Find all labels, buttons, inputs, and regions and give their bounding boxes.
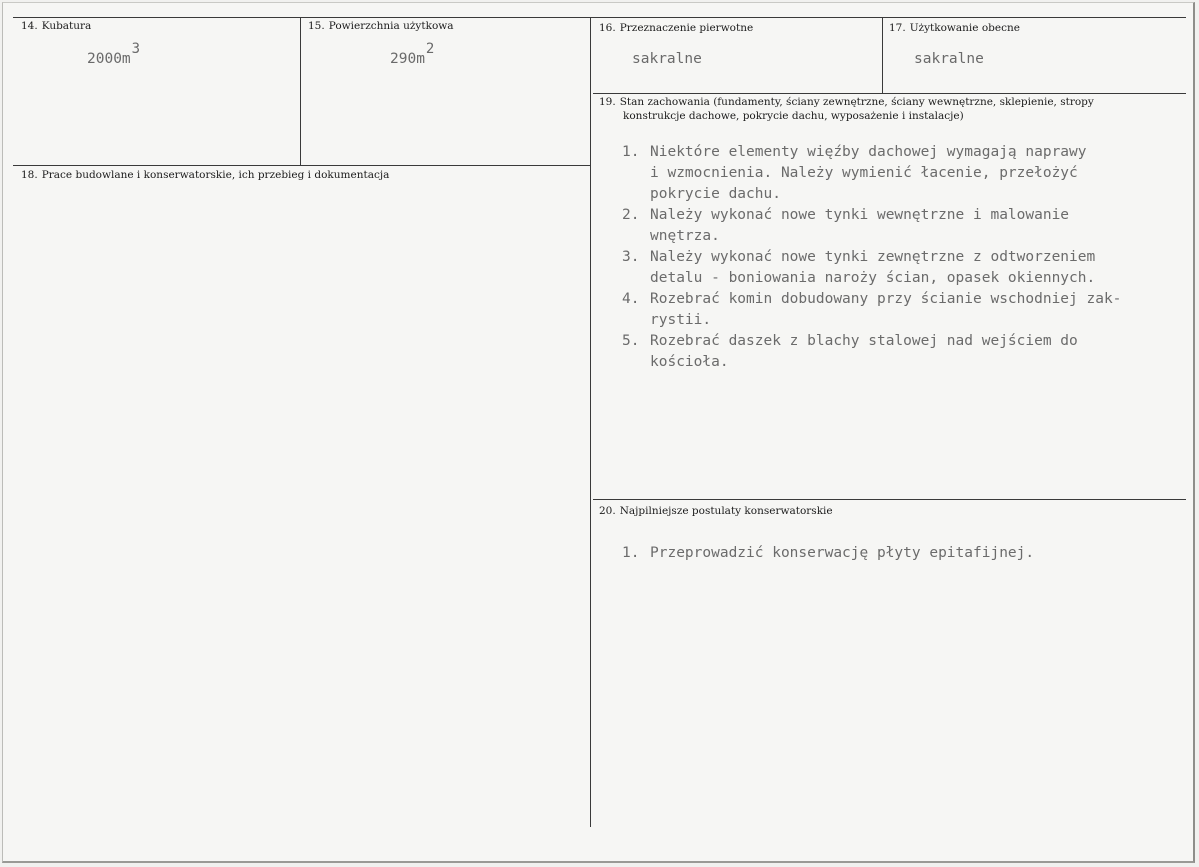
list-item-text: wnętrza.: [650, 228, 720, 244]
list-item-text: Należy wykonać nowe tynki wewnętrzne i malowanie: [650, 207, 1070, 223]
rule-16-17-bottom: [593, 93, 1186, 94]
field-20-label: 20. Najpilniejsze postulaty konserwatorskie: [599, 505, 833, 517]
list-item-number: [622, 310, 650, 331]
field-14-label: 14. Kubatura: [21, 20, 92, 32]
list-item: [622, 289, 1121, 310]
field-19-label: 19. Stan zachowania (fundamenty, ściany zewnętrzne, ściany wewnętrzne, sklepienie, stropy: [599, 96, 1094, 108]
list-item: [622, 184, 1121, 205]
list-item: [622, 310, 1121, 331]
list-item: [622, 163, 1121, 184]
field-14-superscript: 3: [131, 41, 141, 57]
list-item-text: Rozebrać daszek z blachy stalowej nad wejściem do: [650, 333, 1078, 349]
list-item: [622, 142, 1121, 163]
list-item: [622, 205, 1121, 226]
field-15-value: 290m2: [390, 41, 435, 67]
list-item-text: i wzmocnienia. Należy wymienić łacenie, przełożyć: [650, 165, 1078, 181]
list-item: [622, 331, 1121, 352]
field-15-label: 15. Powierzchnia użytkowa: [308, 20, 454, 32]
list-item-number: 1.: [622, 545, 640, 561]
list-item-number: [622, 184, 650, 205]
field-15-superscript: 2: [425, 41, 435, 57]
list-item: [622, 543, 1034, 564]
divider-14-15: [300, 17, 301, 165]
list-item-text: Niektóre elementy więźby dachowej wymagają naprawy: [650, 144, 1087, 160]
field-17-label: 17. Użytkowanie obecne: [889, 22, 1020, 34]
top-rule: [13, 17, 1186, 18]
field-19-label-cont: konstrukcje dachowe, pokrycie dachu, wyposażenie i instalacje): [623, 110, 964, 122]
list-item-text: detalu - boniowania naroży ścian, opasek okiennych.: [650, 270, 1096, 286]
list-item-text: Rozebrać komin dobudowany przy ścianie wschodniej zak-: [650, 291, 1122, 307]
rule-20-top: [593, 499, 1186, 500]
list-item-number: [622, 226, 650, 247]
list-item: [622, 268, 1121, 289]
list-item-number: 5.: [622, 333, 640, 349]
list-item-text: pokrycie dachu.: [650, 186, 781, 202]
list-item-number: 3.: [622, 249, 640, 265]
field-16-label: 16. Przeznaczenie pierwotne: [599, 22, 754, 34]
list-item-text: Należy wykonać nowe tynki zewnętrzne z odtworzeniem: [650, 249, 1096, 265]
field-18-label: 18. Prace budowlane i konserwatorskie, ich przebieg i dokumentacja: [21, 169, 390, 181]
divider-16-17: [882, 17, 883, 93]
field-20-list: [622, 543, 1034, 564]
main-divider: [590, 17, 591, 827]
list-item-number: [622, 163, 650, 184]
list-item-number: 4.: [622, 291, 640, 307]
record-card: [2, 2, 1195, 863]
list-item-number: 2.: [622, 207, 640, 223]
list-item: [622, 226, 1121, 247]
rule-18-top: [13, 165, 590, 166]
list-item-text: rystii.: [650, 312, 712, 328]
list-item: [622, 247, 1121, 268]
field-19-list: [622, 142, 1121, 373]
list-item-text: kościoła.: [650, 354, 729, 370]
field-16-value: sakralne: [632, 51, 702, 67]
list-item-number: [622, 268, 650, 289]
list-item-number: 1.: [622, 144, 640, 160]
list-item-number: [622, 352, 650, 373]
field-17-value: sakralne: [914, 51, 984, 67]
list-item: [622, 352, 1121, 373]
field-14-value: 2000m3: [87, 41, 141, 67]
list-item-text: Przeprowadzić konserwację płyty epitafijnej.: [650, 545, 1035, 561]
